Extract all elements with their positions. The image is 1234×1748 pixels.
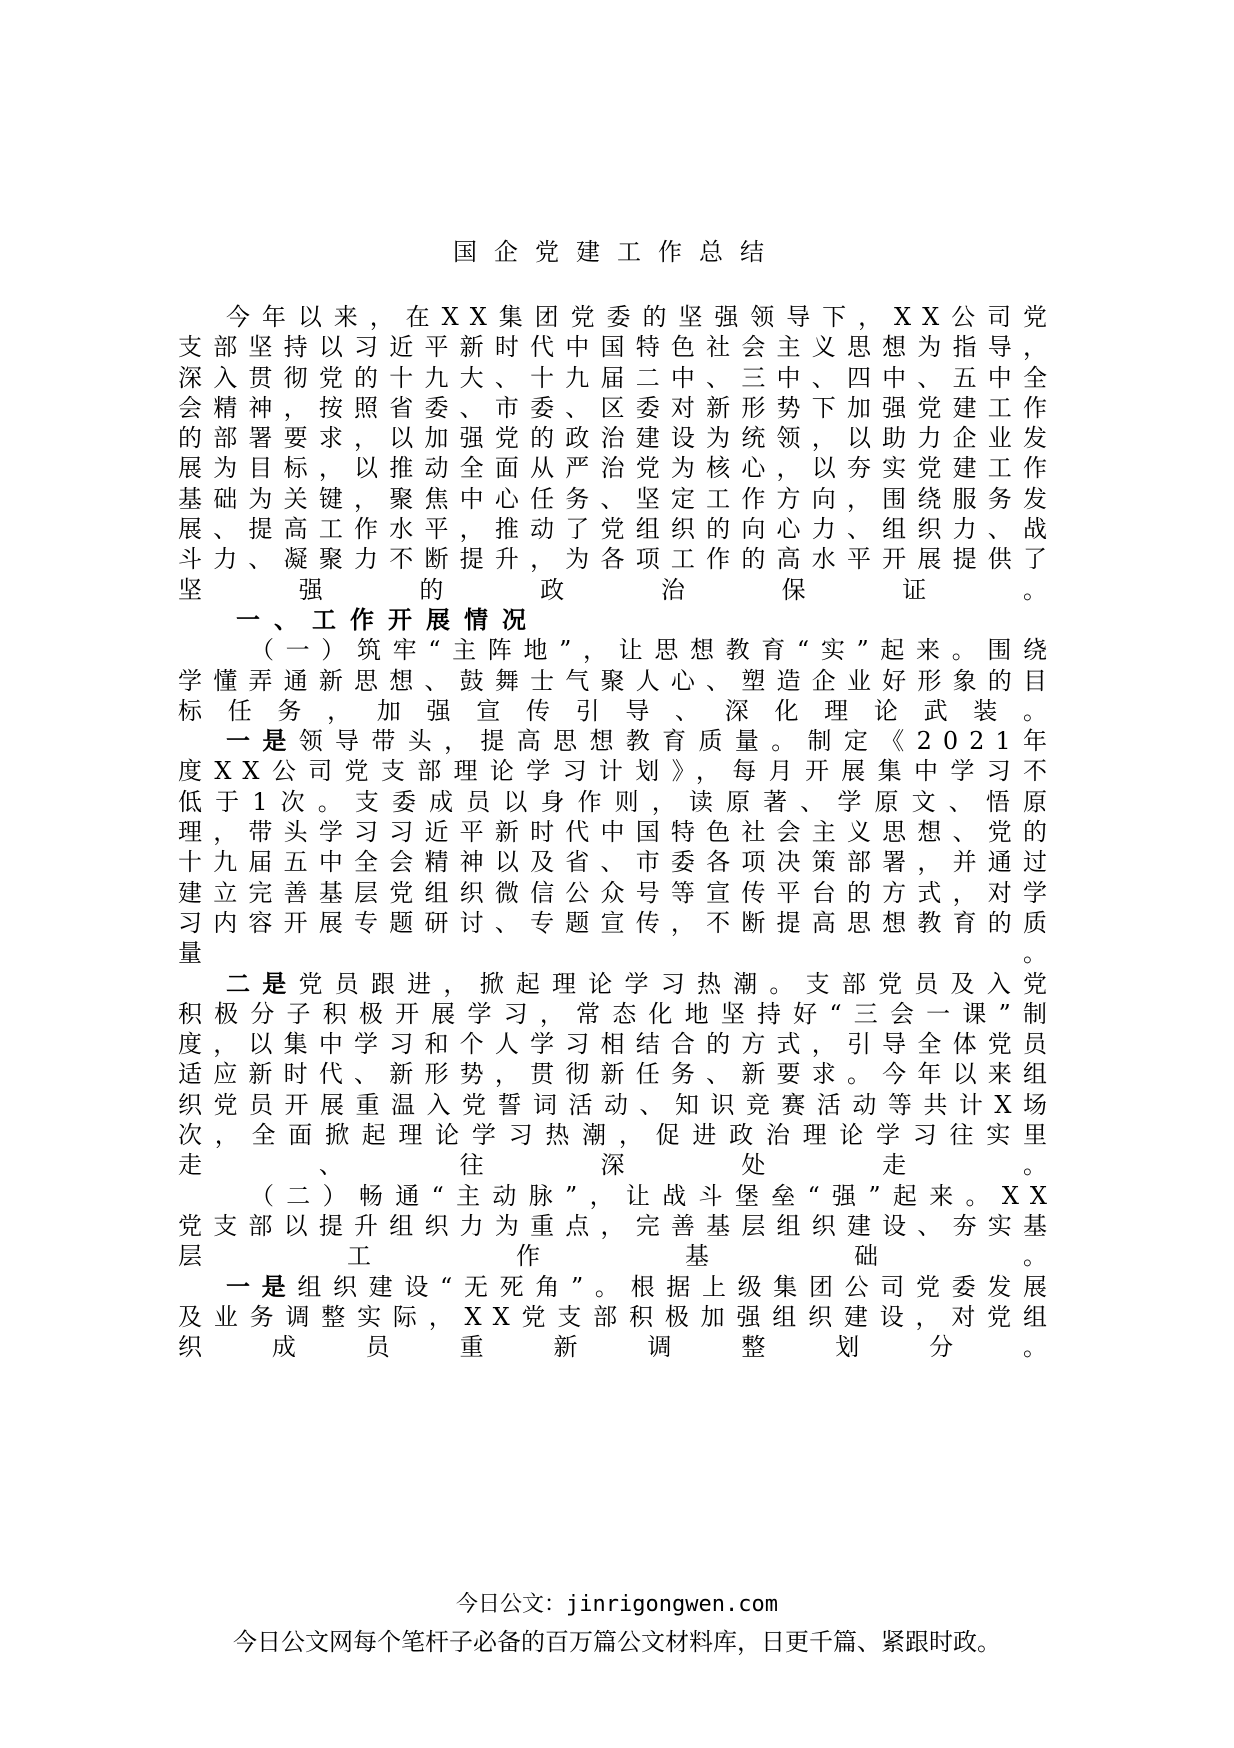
item-2-text: 党员跟进，掀起理论学习热潮。支部党员及入党积极分子积极开展学习，常态化地坚持好“三会一课”制度，以集中学习和个人学习相结合的方式，引导全体党员适应新时代、新形势，贯彻新任务、新要求。今年以来组织党员开展重温入党誓词活动、知识竞赛活动等共计X场次，全面掀起理论学习热潮，促进政治理论学习往实里走、往深处走。 xyxy=(178,969,1059,1180)
footer-source xyxy=(0,1587,1234,1618)
footer-slogan: 今日公文网每个笔杆子必备的百万篇公文材料库，日更千篇、紧跟时政。 xyxy=(233,1628,1001,1656)
item-3-text: 组织建设“无死角”。根据上级集团公司党委发展及业务调整实际，XX党支部积极加强组织建设，对党组织成员重新调整划分。 xyxy=(178,1272,1058,1362)
subsection-2-paragraph: （二）畅通“主动脉”，让战斗堡垒“强”起来。XX党支部以提升组织力为重点，完善基层组织建设、夯实基层工作基础。 xyxy=(178,1181,1058,1271)
item-1-text: 领导带头，提高思想教育质量。制定《2021年度XX公司党支部理论学习计划》，每月开展集中学习不低于1次。支委成员以身作则，读原著、学原文、悟原理，带头学习习近平新时代中国特色社会主义思想、党的十九届五中全会精神以及省、市委各项决策部署，并通过建立完善基层党组织微信公众号等宣传平台的方式，对学习内容开展专题研讨、专题宣传，不断提高思想教育的质量。 xyxy=(178,727,1059,968)
item-2-paragraph xyxy=(178,969,1058,1181)
document-body xyxy=(178,302,1058,1362)
item-3-lead: 一是 xyxy=(226,1271,298,1301)
footer-label: 今日公文： xyxy=(456,1592,567,1617)
item-1-paragraph xyxy=(178,726,1058,968)
footer-url-link[interactable]: jinrigongwen.com xyxy=(566,1592,778,1617)
document-title: 国企党建工作总结 xyxy=(453,238,781,266)
subsection-1-paragraph: （一）筑牢“主阵地”，让思想教育“实”起来。围绕学懂弄通新思想、鼓舞士气聚人心、塑造企业好形象的目标任务，加强宣传引导、深化理论武装。 xyxy=(178,636,1058,725)
item-3-paragraph xyxy=(178,1272,1058,1363)
item-2-lead: 二是 xyxy=(226,968,299,998)
item-1-lead: 一是 xyxy=(226,726,299,756)
section-heading: 一、工作开展情况 xyxy=(236,604,540,634)
intro-paragraph: 今年以来，在XX集团党委的坚强领导下，XX公司党支部坚持以习近平新时代中国特色社会主义思想为指导，深入贯彻党的十九大、十九届二中、三中、四中、五中全会精神，按照省委、市委、区委对新形势下加强党建工作的部署要求，以加强党的政治建设为统领，以助力企业发展为目标，以推动全面从严治党为核心，以夯实党建工作基础为关键，聚焦中心任务、坚定工作方向，围绕服务发展、提高工作水平，推动了党组织的向心力、组织力、战斗力、凝聚力不断提升，为各项工作的高水平开展提供了坚强的政治保证。 xyxy=(178,303,1058,604)
